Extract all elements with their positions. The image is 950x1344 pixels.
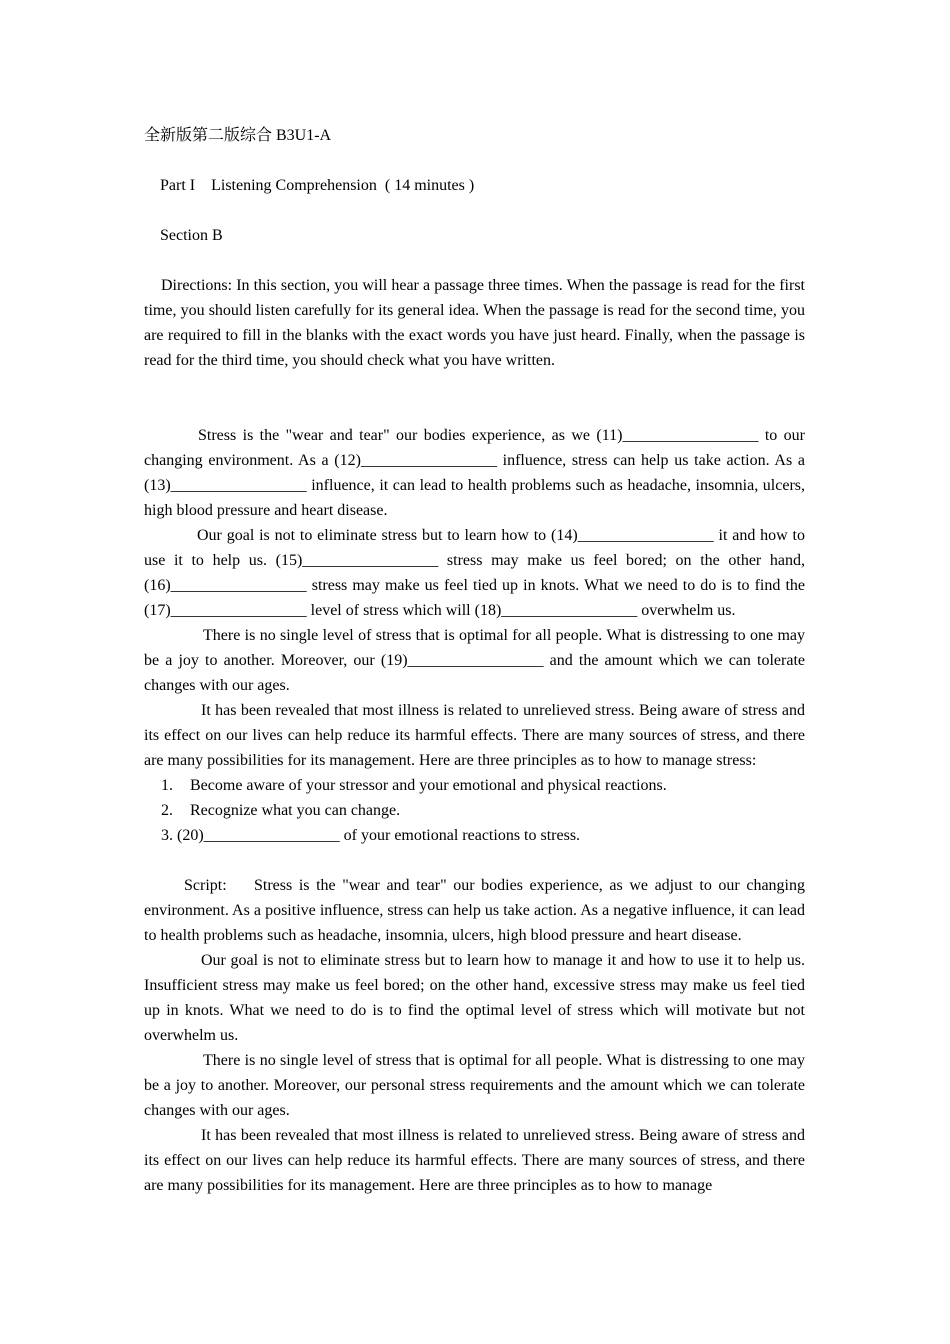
script-paragraph: There is no single level of stress that is optimal for all people. What is distressing to one may be a joy to another. Moreover, our personal stress requirements and the amount which we can tolerate changes with our ages.: [144, 1052, 805, 1119]
document-page: [144, 123, 805, 1198]
script-passage: [144, 873, 805, 1198]
directions-paragraph: Directions: In this section, you will hear a passage three times. When the passage is read for the first time, you should listen carefully for its general idea. When the passage is read for the second time, you are required to fill in the blanks with the exact words you have just heard. Finally, when the passage is read for the third time, you should check what you have written.: [144, 277, 805, 369]
script-paragraph: It has been revealed that most illness is related to unrelieved stress. Being aware of stress and its effect on our lives can help reduce its harmful effects. There are many sources of stress, and there are many possibilities for its management. Here are three principles as to how to manage: [144, 1127, 805, 1194]
exercise-paragraph: It has been revealed that most illness is related to unrelieved stress. Being aware of stress and its effect on our lives can help reduce its harmful effects. There are many sources of stress, and there are many possibilities for its management. Here are three principles as to how to manage stress:: [144, 702, 805, 769]
principles-list: [144, 773, 805, 848]
exercise-paragraph: Our goal is not to eliminate stress but to learn how to (14)_________________ it and how to use it to help us. (15)_________________ stress may make us feel bored; on the other hand, (16)_________________ stress may make us feel tied up in knots. What we need to do is to find the (17)_________________ level of stress which will (18)_________________ overwhelm us.: [144, 527, 805, 619]
list-item-number: 1.: [161, 777, 173, 794]
exercise-paragraph: Stress is the "wear and tear" our bodies experience, as we (11)_________________ to our changing environment. As a (12)_________________ influence, stress can help us take action. As a (13)_________________ influence, it can lead to health problems such as headache, insomnia, ulcers, high blood pressure and heart disease.: [144, 427, 805, 519]
script-paragraph: Our goal is not to eliminate stress but to learn how to manage it and how to use it to help us. Insufficient stress may make us feel bored; on the other hand, excessive stress may make us feel tied up in knots. What we need to do is to find the optimal level of stress which will motivate but not overwhelm us.: [144, 952, 805, 1044]
script-paragraph-text: Stress is the "wear and tear" our bodies experience, as we adjust to our changing environment. As a positive influence, stress can help us take action. As a negative influence, it can lead to health problems such as headache, insomnia, ulcers, high blood pressure and heart disease.: [144, 877, 805, 944]
exercise-paragraph: There is no single level of stress that is optimal for all people. What is distressing to one may be a joy to another. Moreover, our (19)_________________ and the amount which we can tolerate changes with our ages.: [144, 627, 805, 694]
document-title: 全新版第二版综合 B3U1-A: [144, 127, 332, 144]
spacer: [144, 848, 805, 873]
list-item: [144, 773, 805, 798]
script-label: Script:: [184, 877, 227, 894]
part-heading: Part I Listening Comprehension ( 14 minutes ): [160, 177, 475, 194]
section-heading: Section B: [160, 227, 223, 244]
list-item-number: 2.: [161, 802, 173, 819]
list-item: [144, 798, 805, 823]
list-item: [144, 823, 805, 848]
list-item-text: Become aware of your stressor and your emotional and physical reactions.: [190, 777, 667, 794]
list-item-text: (20)_________________ of your emotional reactions to stress.: [177, 827, 581, 844]
list-item-text: Recognize what you can change.: [190, 802, 401, 819]
exercise-passage: [144, 423, 805, 848]
script-paragraph: [144, 873, 805, 948]
list-item-number: 3.: [161, 827, 173, 844]
